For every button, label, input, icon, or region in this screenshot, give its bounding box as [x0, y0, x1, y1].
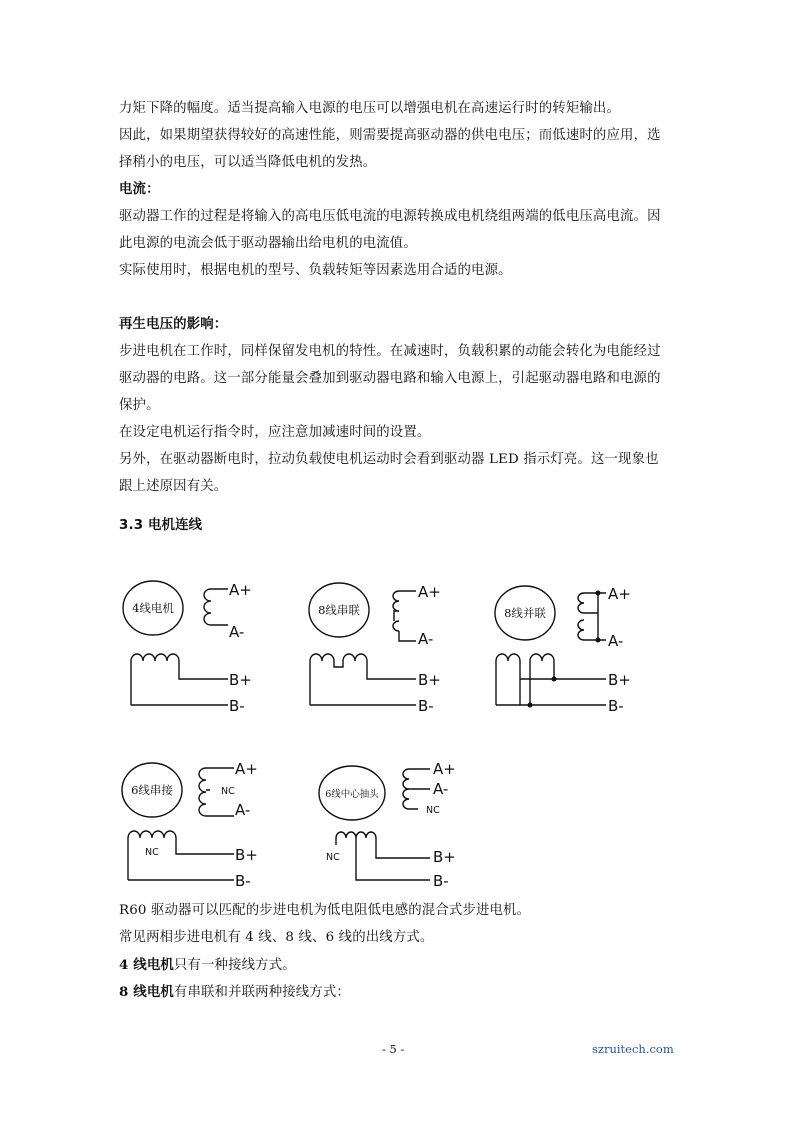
paragraph-line: 步进电机在工作时，同样保留发电机的特性。在减速时，负载积累的动能会转化为电能经过	[119, 344, 661, 359]
label-nc: NC	[426, 805, 440, 816]
diagram-6-wire-center-tap	[319, 760, 456, 890]
junction-dot	[528, 703, 532, 707]
junction-dot	[552, 677, 556, 681]
label-a-plus: A+	[235, 760, 258, 778]
coil-b	[128, 831, 234, 880]
coil-b	[496, 654, 606, 705]
label-b-plus: B+	[433, 848, 456, 866]
label-nc: NC	[221, 786, 235, 797]
label-b-plus: B+	[229, 671, 252, 689]
coil-b	[310, 654, 416, 705]
paragraph-line: 在设定电机运行指令时，应注意加减速时间的设置。	[119, 425, 431, 440]
junction-dot	[596, 591, 600, 595]
label-b-minus: B-	[418, 697, 434, 715]
paragraph-line	[119, 983, 679, 1002]
paragraph-line: 常见两相步进电机有 4 线、8 线、6 线的出线方式。	[119, 930, 434, 945]
motor-label: 6线串接	[131, 783, 173, 797]
label-nc: NC	[145, 847, 159, 858]
coil-b	[336, 832, 430, 880]
footer-url: szruitech.com	[592, 1042, 674, 1056]
paragraph-line: 此电源的电流会低于驱动器输出给电机的电流值。	[119, 236, 417, 251]
label-a-plus: A+	[418, 583, 441, 601]
label-b-plus: B+	[418, 671, 441, 689]
paragraph-text: 只有一种接线方式。	[173, 958, 296, 973]
label-b-minus: B-	[235, 872, 251, 890]
motor-label: 8线串联	[318, 603, 360, 617]
label-a-minus: A-	[418, 630, 434, 648]
paragraph-line: 力矩下降的幅度。适当提高输入电源的电压可以增强电机在高速运行时的转矩输出。	[119, 101, 621, 116]
label-b-minus: B-	[433, 872, 449, 890]
coil-a	[393, 591, 416, 641]
diagram-8-wire-series	[309, 583, 441, 715]
label-b-plus: B+	[235, 846, 258, 864]
diagram-8-wire-parallel	[495, 585, 631, 715]
coil-b	[131, 654, 228, 705]
coil-a	[204, 589, 228, 625]
paragraph-line: 保护。	[119, 398, 160, 413]
coil-a	[578, 593, 606, 640]
heading-current: 电流：	[119, 182, 160, 197]
paragraph-line: 实际使用时，根据电机的型号、负载转矩等因素选用合适的电源。	[119, 263, 512, 278]
label-a-plus: A+	[433, 760, 456, 778]
label-a-plus: A+	[608, 585, 631, 603]
paragraph-line	[119, 956, 679, 975]
paragraph-line: R60 驱动器可以匹配的步进电机为低电阻低电感的混合式步进电机。	[119, 903, 531, 918]
page-number: - 5 -	[382, 1042, 405, 1056]
paragraph-line: 驱动器的电路。这一部分能量会叠加到驱动器电路和输入电源上，引起驱动器电路和电源的	[119, 371, 661, 386]
paragraph-line: 择稍小的电压，可以适当降低电机的发热。	[119, 155, 377, 170]
label-b-plus: B+	[608, 671, 631, 689]
junction-dot	[596, 638, 600, 642]
diagram-4-wire	[123, 581, 252, 715]
label-a-plus: A+	[229, 581, 252, 599]
motor-label: 6线中心抽头	[325, 789, 379, 800]
motor-label: 8线并联	[504, 606, 546, 620]
paragraph-line: 跟上述原因有关。	[119, 479, 228, 494]
coil-a	[403, 769, 430, 809]
heading-regen-voltage: 再生电压的影响：	[119, 317, 228, 332]
bold-term: 4 线电机	[119, 957, 174, 973]
paragraph-line: 因此，如果期望获得较好的高速性能，则需要提高驱动器的供电电压；而低速时的应用，选	[119, 128, 661, 143]
label-a-minus: A-	[235, 801, 251, 819]
label-b-minus: B-	[229, 697, 245, 715]
motor-label: 4线电机	[132, 601, 174, 615]
label-a-minus: A-	[608, 632, 624, 650]
bold-term: 8 线电机	[119, 984, 174, 1000]
label-nc: NC	[326, 852, 340, 863]
paragraph-line: 驱动器工作的过程是将输入的高电压低电流的电源转换成电机绕组两端的低电压高电流。因	[119, 209, 661, 224]
paragraph-text: 有串联和并联两种接线方式：	[173, 985, 350, 1000]
label-b-minus: B-	[608, 697, 624, 715]
label-a-minus: A-	[229, 623, 245, 641]
paragraph-line: 另外，在驱动器断电时，拉动负载使电机运动时会看到驱动器 LED 指示灯亮。这一现象也	[119, 452, 659, 467]
diagram-6-wire-series	[122, 760, 258, 890]
label-a-minus: A-	[433, 780, 449, 798]
section-heading: 3.3 电机连线	[119, 518, 203, 533]
